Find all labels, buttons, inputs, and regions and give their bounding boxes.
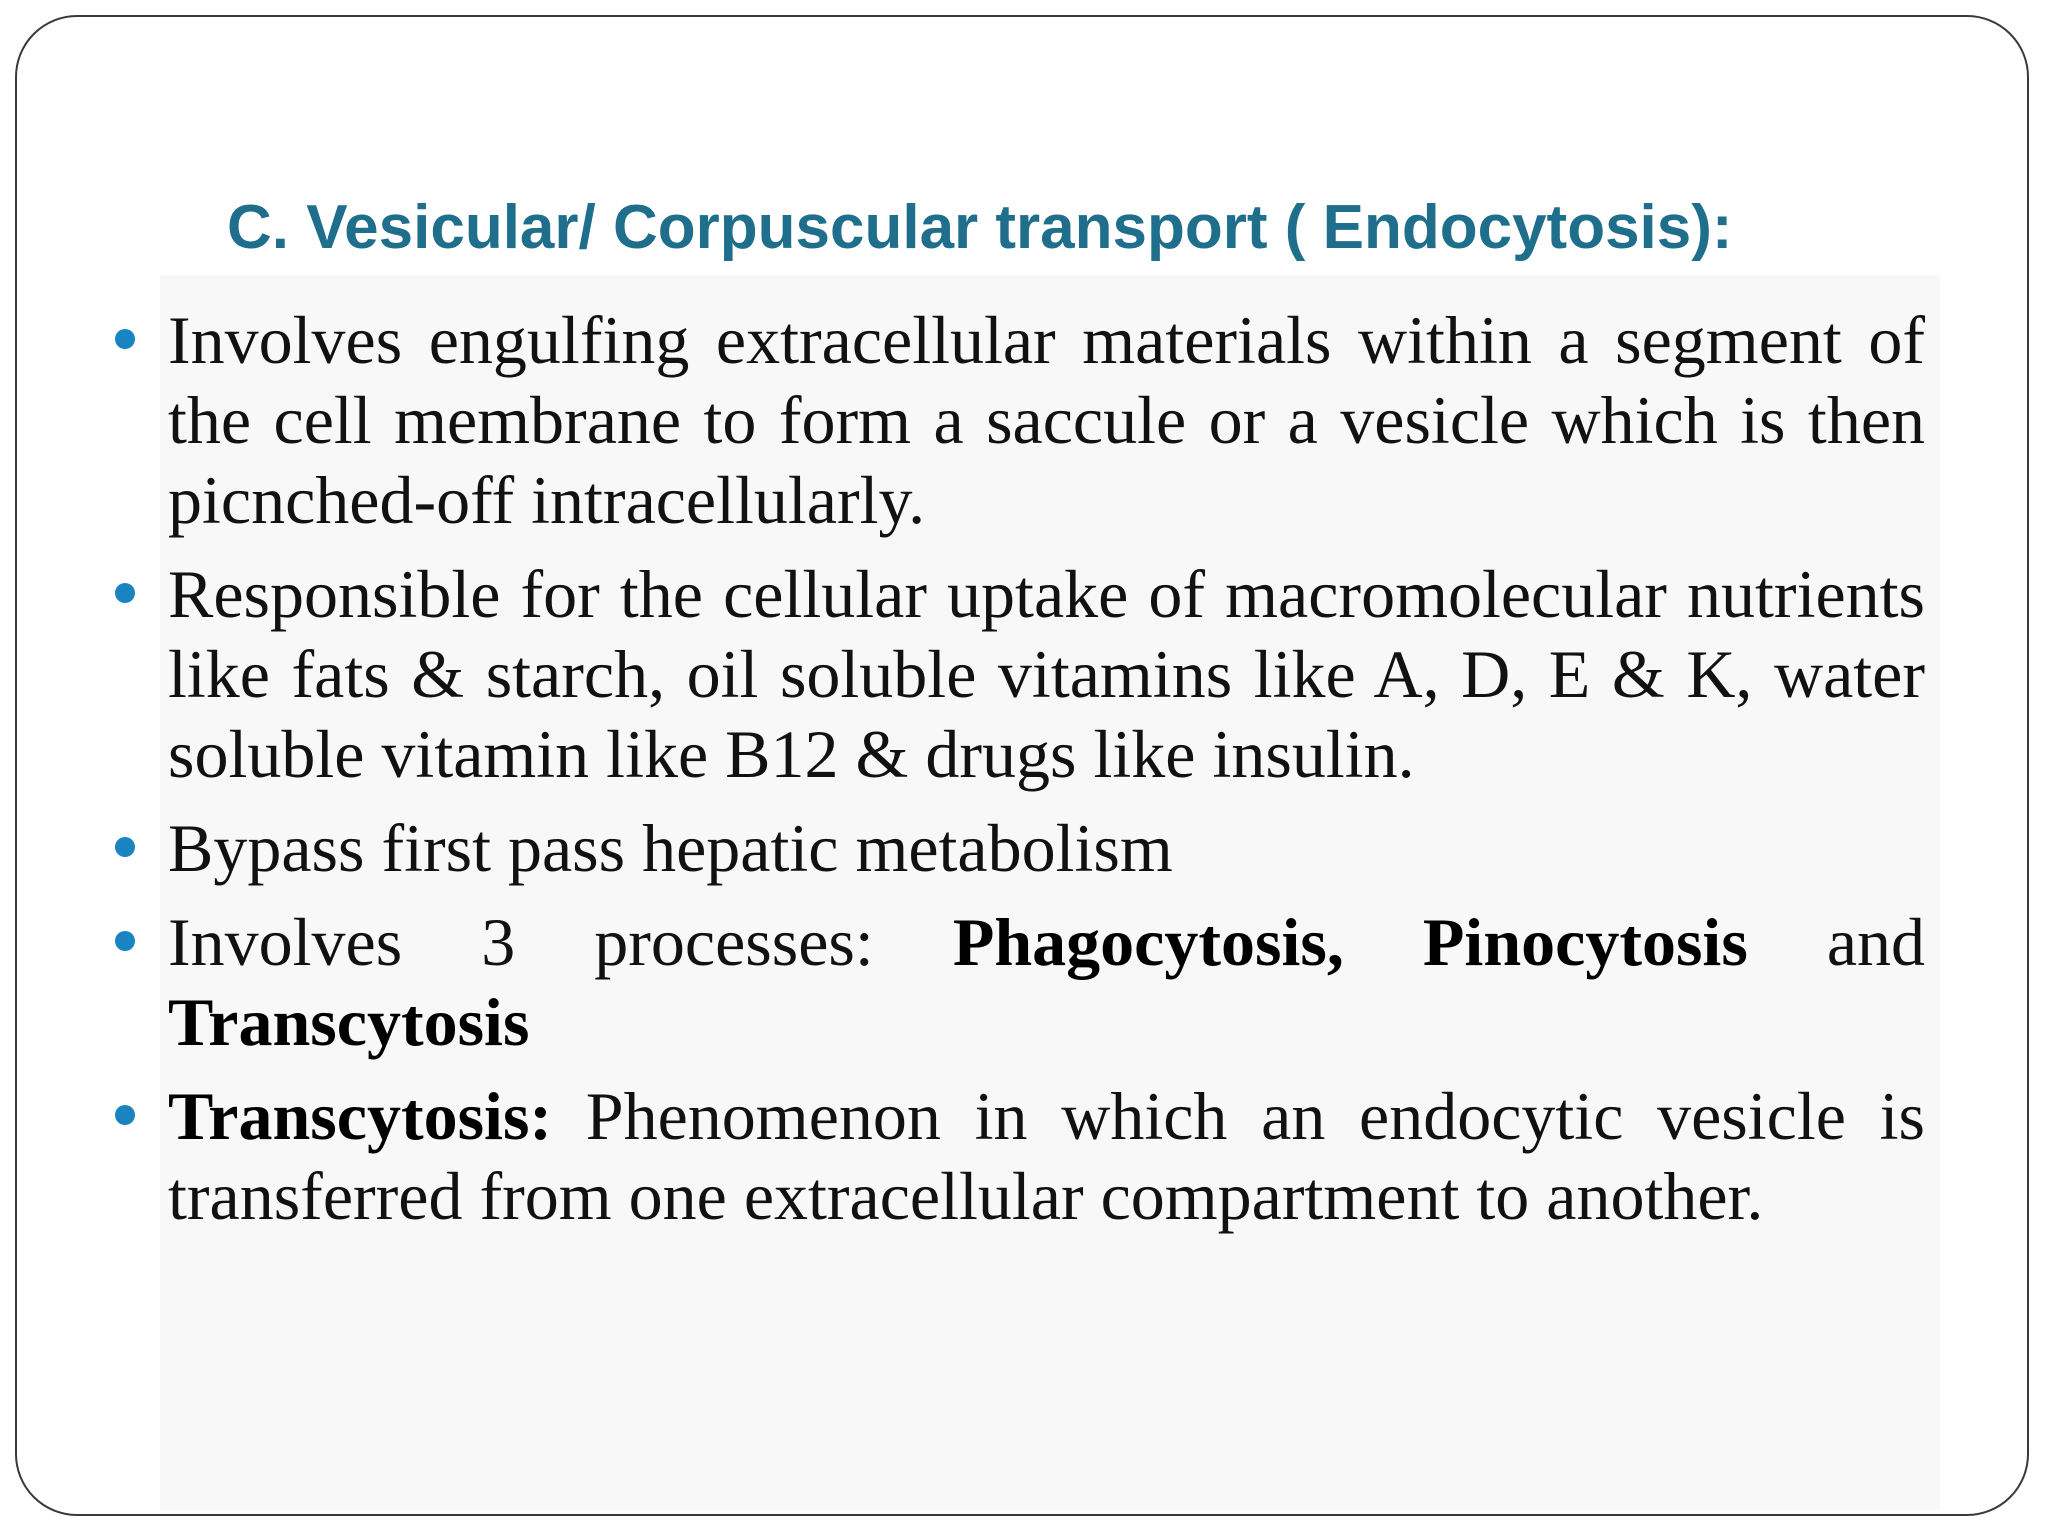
bullet-item xyxy=(115,1076,1925,1236)
bullet-item xyxy=(115,808,1925,888)
bullet-item xyxy=(115,554,1925,794)
slide-title: C. Vesicular/ Corpuscular transport ( Endocytosis): xyxy=(227,193,1733,262)
bullet-text: Phenomenon in which an endocytic vesicle is transferred from one extracellular compartment to another. xyxy=(168,1078,1925,1234)
bullet-conjunction: and xyxy=(1826,904,1926,980)
bullet-item xyxy=(115,902,1925,1062)
bullet-text: Responsible for the cellular uptake of macromolecular nutrients like fats & starch, oil soluble vitamins like A, D, E & K, water soluble vitamin like B12 & drugs like insulin. xyxy=(168,556,1925,792)
term-phagocytosis: Phagocytosis, xyxy=(952,904,1344,980)
bullet-dot-icon xyxy=(115,931,135,951)
bullet-dot-icon xyxy=(115,583,135,603)
term-pinocytosis: Pinocytosis xyxy=(1422,904,1748,980)
bullet-text: Involves engulfing extracellular materials within a segment of the cell membrane to form a saccule or a vesicle which is then picnched-off intracellularly. xyxy=(168,302,1925,538)
bullet-text: Bypass first pass hepatic metabolism xyxy=(168,810,1173,886)
bullet-lead-text: Involves 3 processes: xyxy=(168,904,874,980)
bullet-dot-icon xyxy=(115,329,135,349)
term-transcytosis-definition: Transcytosis: xyxy=(168,1078,553,1154)
bullet-dot-icon xyxy=(115,837,135,857)
term-transcytosis: Transcytosis xyxy=(168,984,530,1060)
bullet-list xyxy=(115,300,1925,1250)
bullet-dot-icon xyxy=(115,1105,135,1125)
bullet-item xyxy=(115,300,1925,540)
